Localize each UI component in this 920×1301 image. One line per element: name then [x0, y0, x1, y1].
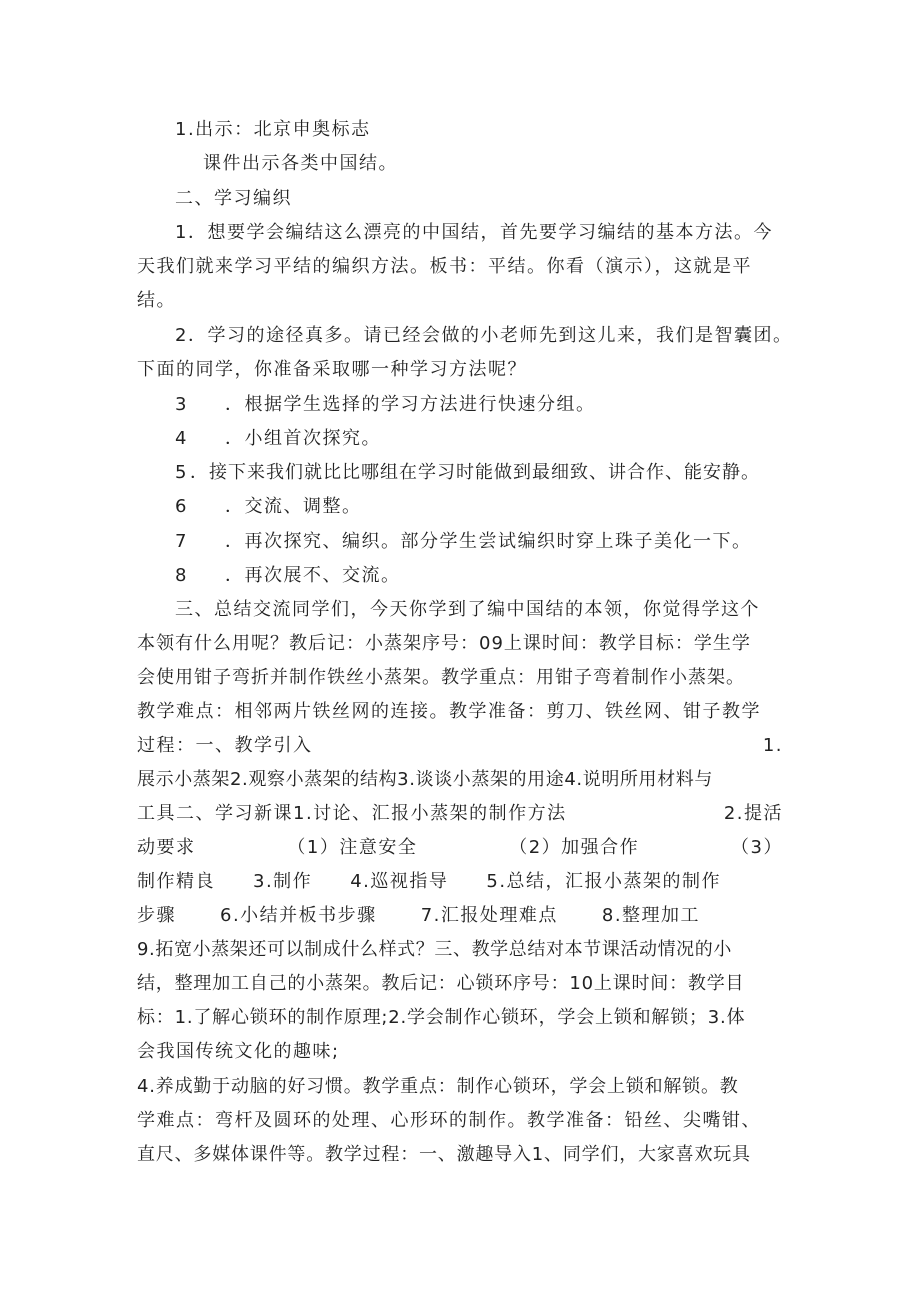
text-segment: 3.制作 — [253, 871, 313, 892]
text-line: 4.养成勤于动脑的好习惯。教学重点：制作心锁环，学会上锁和解锁。教 — [137, 1076, 739, 1097]
text-line: 会使用钳子弯折并制作铁丝小蒸架。教学重点：用钳子弯着制作小蒸架。 — [137, 667, 745, 688]
text-line: 会我国传统文化的趣味; — [137, 1041, 340, 1062]
list-item-text: ．再次展不、交流。 — [225, 565, 401, 586]
text-segment: 动要求 — [137, 837, 196, 858]
text-segment: （1）注意安全 — [287, 837, 418, 858]
text-segment: 5.总结，汇报小蒸架的制作 — [486, 871, 722, 892]
list-item-number: 5 — [175, 462, 188, 483]
text-segment: 制作精良 — [137, 871, 215, 892]
text-line: 天我们就来学习平结的编织方法。板书：平结。你看（演示），这就是平 — [137, 256, 752, 277]
list-item-text: ．接下来我们就比比哪组在学习时能做到最细致、讲合作、能安静。 — [190, 462, 760, 483]
list-item-number: 3 — [175, 394, 188, 415]
text-line — [137, 734, 783, 758]
text-segment: 工具二、学习新课1.讨论、汇报小蒸架的制作方法 — [137, 803, 567, 824]
list-item-number: 7 — [175, 531, 188, 552]
text-segment: （2）加强合作 — [509, 837, 640, 858]
text-segment: 8.整理加工 — [601, 905, 701, 926]
text-segment: 过程：一、教学引入 — [137, 735, 313, 756]
text-line: 本领有什么用呢？教后记：小蒸架序号：09上课时间：教学目标：学生学 — [137, 633, 751, 654]
text-line: 1．想要学会编结这么漂亮的中国结，首先要学习编结的基本方法。今 — [175, 222, 773, 243]
text-line — [137, 904, 783, 928]
text-line: 展示小蒸架2.观察小蒸架的结构3.谈谈小蒸架的用途4.说明所用材料与 — [137, 769, 713, 790]
text-line: 标：1.了解心锁环的制作原理;2.学会制作心锁环，学会上锁和解锁；3.体 — [137, 1007, 746, 1028]
text-segment: 4.巡视指导 — [350, 871, 449, 892]
text-line — [137, 836, 783, 860]
text-line: 结，整理加工自己的小蒸架。教后记：心锁环序号：10上课时间：教学目 — [137, 973, 745, 994]
text-line: 1.出示：北京申奥标志 — [175, 119, 371, 140]
list-item-text: ．交流、调整。 — [225, 496, 362, 517]
text-line: 教学难点：相邻两片铁丝网的连接。教学准备：剪刀、铁丝网、钳子教学 — [137, 701, 761, 722]
text-line: 三、总结交流同学们，今天你学到了编中国结的本领，你觉得学这个 — [175, 599, 760, 620]
list-item-number: 6 — [175, 496, 188, 517]
text-segment: 步骤 — [137, 905, 176, 926]
text-line — [137, 870, 783, 894]
text-line: 课件出示各类中国结。 — [203, 153, 398, 174]
text-line: 下面的同学，你准备采取哪一种学习方法呢？ — [137, 359, 527, 380]
text-line: 结。 — [137, 290, 176, 311]
list-item-number: 4 — [175, 428, 188, 449]
text-segment: （3） — [731, 837, 783, 858]
text-line: 2．学习的途径真多。请已经会做的小老师先到这儿来，我们是智囊团。 — [175, 325, 793, 346]
text-line: 9.拓宽小蒸架还可以制成什么样式？三、教学总结对本节课活动情况的小 — [137, 939, 732, 960]
list-item-text: ．根据学生选择的学习方法进行快速分组。 — [225, 394, 596, 415]
list-item-text: ．小组首次探究。 — [225, 428, 381, 449]
text-segment: 1. — [762, 735, 783, 756]
text-segment: 7.汇报处理难点 — [420, 905, 558, 926]
section-heading: 二、学习编织 — [175, 188, 292, 209]
text-line: 直尺、多媒体课件等。教学过程：一、激趣导入1、同学们，大家喜欢玩具 — [137, 1144, 751, 1165]
list-item-text: ．再次探究、编织。部分学生尝试编织时穿上珠子美化一下。 — [225, 531, 752, 552]
text-line: 学难点：弯杆及圆环的处理、心形环的制作。教学准备：铅丝、尖嘴钳、 — [137, 1110, 761, 1131]
text-segment: 2.提活 — [723, 803, 783, 824]
text-segment: 6.小结并板书步骤 — [220, 905, 377, 926]
list-item-number: 8 — [175, 565, 188, 586]
text-line — [137, 802, 783, 826]
